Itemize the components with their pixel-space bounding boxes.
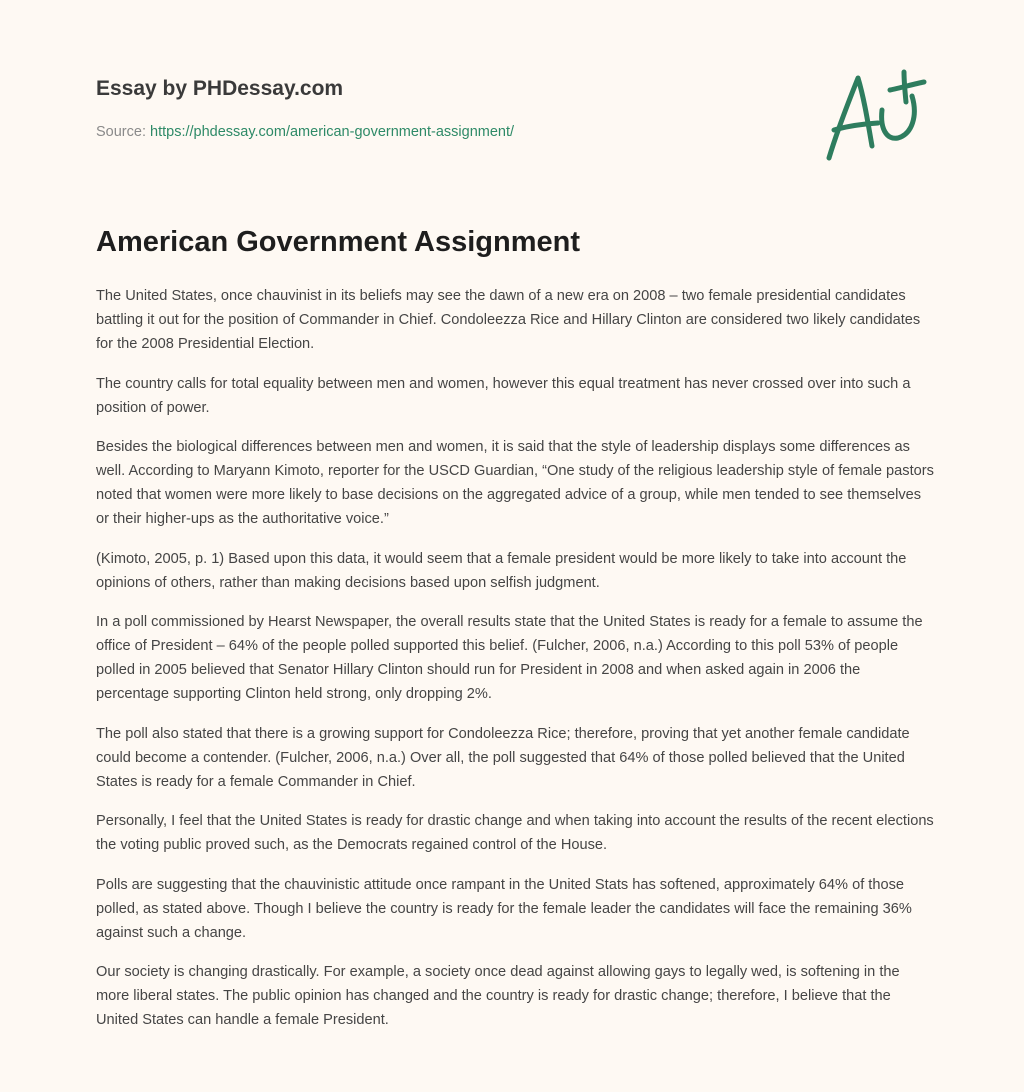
paragraph: In a poll commissioned by Hearst Newspaper, the overall results state that the United States is ready for a female to assume the office of President – 64% of the people polled supported this belief. (Fulcher, 2006, n.a.) According to this poll 53% of people polled in 2005 believed that Senator Hillary Clinton should run for President in 2008 and when asked again in 2006 the percentage supporting Clinton held strong, only dropping 2%. xyxy=(96,614,923,702)
paragraph: The United States, once chauvinist in its beliefs may see the dawn of a new era on 2008 – two female presidential candidates battling it out for the position of Commander in Chief. Condoleezza Rice and Hillary Clinton are considered two likely candidates for the 2008 Presidential Election. xyxy=(96,288,921,352)
paragraph: The country calls for total equality between men and women, however this equal treatment has never crossed over into such a position of power. xyxy=(96,375,911,416)
paragraph: The poll also stated that there is a growing support for Condoleezza Rice; therefore, proving that yet another female candidate could become a contender. (Fulcher, 2006, n.a.) Over all, the poll suggested that 64% of those polled believed that the United States is ready for a female Commander in Chief. xyxy=(96,725,910,790)
source-line xyxy=(96,124,514,140)
paragraph: Our society is changing drastically. For example, a society once dead against allowing gays to legally wed, is softening in the more liberal states. The public opinion has changed and the country is ready for drastic change; therefore, I believe that the United States can handle a female President. xyxy=(96,964,900,1028)
paragraph: (Kimoto, 2005, p. 1) Based upon this data, it would seem that a female president would be more likely to take into account the opinions of others, rather than making decisions based upon selfish judgment. xyxy=(96,550,907,591)
source-label: Source: xyxy=(96,124,146,140)
source-link[interactable]: https://phdessay.com/american-government-assignment/ xyxy=(150,124,515,140)
a-plus-logo-icon xyxy=(820,68,930,164)
site-brand: Essay by PHDessay.com xyxy=(96,77,344,100)
page-title: American Government Assignment xyxy=(96,226,580,258)
paragraph: Polls are suggesting that the chauvinistic attitude once rampant in the United Stats has softened, approximately 64% of those polled, as stated above. Though I believe the country is ready for the female leader the candidates will face the remaining 36% against such a change. xyxy=(96,876,912,941)
paragraph: Besides the biological differences between men and women, it is said that the style of leadership displays some differences as well. According to Maryann Kimoto, reporter for the USCD Guardian, “One study of the religious leadership style of female pastors noted that women were more likely to base decisions on the aggregated advice of a group, while men tended to see themselves or their higher-ups as the authoritative voice.” xyxy=(96,439,934,527)
paragraph: Personally, I feel that the United States is ready for drastic change and when taking into account the results of the recent elections the voting public proved such, as the Democrats regained control of the House. xyxy=(96,813,934,853)
essay-body xyxy=(96,284,936,1048)
